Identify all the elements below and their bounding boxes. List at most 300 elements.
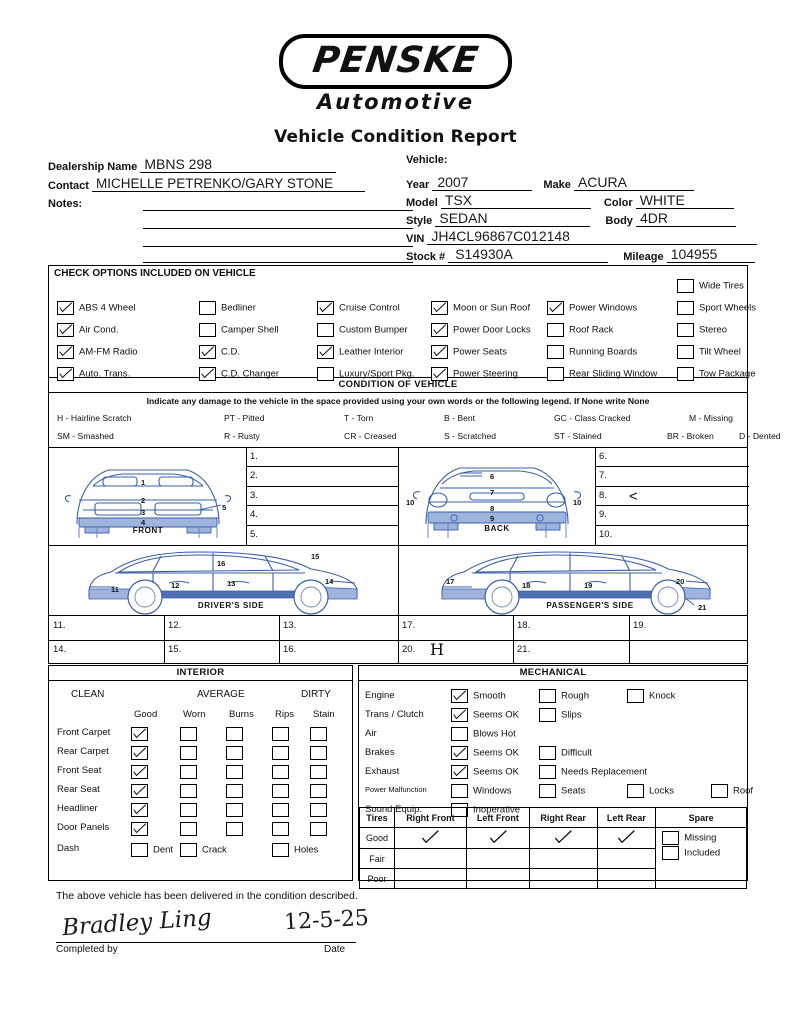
option-abs-4-wheel-checkbox[interactable]: [57, 301, 74, 315]
drivers-caption: DRIVER'S SIDE: [197, 601, 265, 610]
interior-row-label: Door Panels: [57, 822, 110, 833]
interior-column-worn: Worn: [183, 709, 206, 720]
option-air-cond-option[interactable]: [57, 323, 119, 337]
mechanical-power-malfunction-locks-option[interactable]: [627, 784, 674, 798]
mechanical-sound-equip-inoperative-label: Inoperative: [473, 804, 521, 816]
mechanical-brakes-seems-ok-checkbox[interactable]: [451, 746, 468, 760]
option-bedliner-checkbox[interactable]: [199, 301, 216, 315]
check-mark-icon: [200, 346, 215, 358]
damage-line-text[interactable]: <: [629, 487, 638, 505]
damage-row-text[interactable]: H: [430, 640, 444, 659]
interior-front-carpet-burns-checkbox[interactable]: [226, 727, 243, 741]
mechanical-power-malfunction-seats-checkbox[interactable]: [539, 784, 556, 798]
interior-heading: INTERIOR: [49, 666, 352, 681]
interior-dash-crack-option[interactable]: [180, 843, 227, 857]
body-value[interactable]: 4DR: [636, 210, 736, 227]
interior-column-rips: Rips: [275, 709, 295, 720]
legend-item: CR - Creased: [344, 431, 397, 441]
tires-grade-fair: Fair: [360, 849, 395, 869]
check-mark-icon: [417, 829, 443, 845]
mechanical-row-label: Trans / Clutch: [365, 709, 424, 720]
condition-instruction: Indicate any damage to the vehicle in the space provided using your own words or the following legend. If None write None: [146, 396, 650, 406]
make-value[interactable]: ACURA: [574, 174, 694, 191]
condition-section: [48, 378, 781, 448]
tires-right-front-poor-cell[interactable]: [394, 869, 466, 889]
mechanical-air-blows-hot-label: Blows Hot: [473, 728, 516, 740]
mechanical-engine-smooth-checkbox[interactable]: [451, 689, 468, 703]
legend-item: BR - Broken: [667, 431, 714, 441]
mechanical-trans-clutch-seems-ok-label: Seems OK: [473, 709, 519, 721]
mechanical-trans-clutch-slips-option[interactable]: [539, 708, 582, 722]
interior-dash-dent-label: Dent: [153, 844, 174, 856]
condition-heading: CONDITION OF VEHICLE: [49, 378, 747, 393]
back-point-6: 6: [490, 472, 495, 481]
option-power-seats-label: Power Seats: [453, 346, 507, 358]
legend-item: S - Scratched: [444, 431, 497, 441]
tires-table: [359, 807, 747, 889]
tires-spare-included-checkbox[interactable]: [662, 846, 679, 860]
option-sport-wheels-option[interactable]: [677, 301, 756, 315]
tires-left-front-fair-cell[interactable]: [466, 849, 529, 869]
mechanical-brakes-difficult-label: Difficult: [561, 747, 592, 759]
table-row: [360, 828, 747, 849]
style-label: Style: [406, 215, 433, 227]
legend-item: H - Hairline Scratch: [57, 413, 132, 423]
front-caption: FRONT: [132, 526, 164, 535]
options-heading: CHECK OPTIONS INCLUDED ON VEHICLE: [54, 268, 256, 279]
option-c-d-label: C.D.: [221, 346, 240, 358]
tires-right-front-fair-cell[interactable]: [394, 849, 466, 869]
divider: [164, 616, 165, 663]
notes-line-3[interactable]: [143, 246, 413, 247]
divider: [513, 616, 514, 663]
option-tilt-wheel-checkbox[interactable]: [677, 345, 694, 359]
option-moon-or-sun-roof-option[interactable]: [431, 301, 530, 315]
option-wide-tires-option[interactable]: [677, 279, 744, 293]
mechanical-row-label: Sound Equip.: [365, 804, 423, 815]
mechanical-engine-knock-option[interactable]: [627, 689, 675, 703]
legend-item: PT - Pitted: [224, 413, 265, 423]
interior-dash-dent-checkbox[interactable]: [131, 843, 148, 857]
interior-rear-carpet-rips-checkbox[interactable]: [272, 746, 289, 760]
interior-rear-carpet-good-checkbox[interactable]: [131, 746, 148, 760]
diagram-section: [48, 448, 748, 616]
option-running-boards-checkbox[interactable]: [547, 345, 564, 359]
option-bedliner-option[interactable]: [199, 301, 256, 315]
interior-row-label: Front Seat: [57, 765, 102, 776]
option-running-boards-option[interactable]: [547, 345, 637, 359]
mechanical-trans-clutch-seems-ok-option[interactable]: [451, 708, 519, 722]
dealership-name-value[interactable]: MBNS 298: [140, 156, 336, 173]
option-wide-tires-label: Wide Tires: [699, 280, 744, 292]
mechanical-exhaust-seems-ok-label: Seems OK: [473, 766, 519, 778]
interior-headliner-burns-checkbox[interactable]: [226, 803, 243, 817]
passengers-caption: PASSENGER'S SIDE: [546, 601, 634, 610]
interior-group-label: AVERAGE: [197, 689, 245, 700]
front-point-4: 4: [141, 518, 146, 527]
option-cruise-control-checkbox[interactable]: [317, 301, 334, 315]
date-value[interactable]: 12-5-25: [283, 905, 370, 936]
mechanical-exhaust-needs-replacement-label: Needs Replacement: [561, 766, 648, 778]
interior-dash-holes-checkbox[interactable]: [272, 843, 289, 857]
option-running-boards-label: Running Boards: [569, 346, 638, 358]
mechanical-row-label: Engine: [365, 690, 395, 701]
model-value[interactable]: TSX: [441, 192, 591, 209]
damage-row-number: 21.: [517, 644, 531, 655]
option-power-steering-label: Power Steering: [453, 368, 518, 380]
interior-rear-seat-worn-checkbox[interactable]: [180, 784, 197, 798]
option-am-fm-radio-option[interactable]: [57, 345, 138, 359]
interior-door-panels-good-checkbox[interactable]: [131, 822, 148, 836]
stock-label: Stock #: [406, 251, 446, 263]
passengers-side-diagram: [398, 545, 749, 616]
damage-row-number: 17.: [402, 620, 416, 631]
mechanical-power-malfunction-seats-option[interactable]: [539, 784, 585, 798]
legend-item: D - Dented: [739, 431, 781, 441]
mechanical-power-malfunction-windows-option[interactable]: [451, 784, 512, 798]
option-leather-interior-checkbox[interactable]: [317, 345, 334, 359]
contact-value[interactable]: MICHELLE PETRENKO/GARY STONE: [92, 176, 365, 192]
options-grid: [49, 280, 757, 380]
interior-front-carpet-worn-checkbox[interactable]: [180, 727, 197, 741]
drivers-point-16: 16: [217, 559, 226, 568]
passengers-point-18: 18: [522, 581, 531, 590]
drivers-point-13: 13: [227, 579, 236, 588]
condition-legend: [49, 407, 781, 447]
notes-line-2[interactable]: [143, 228, 413, 229]
drivers-point-15: 15: [311, 552, 320, 561]
option-air-cond-label: Air Cond.: [79, 324, 119, 336]
option-bedliner-label: Bedliner: [221, 302, 256, 314]
passengers-point-19: 19: [584, 581, 593, 590]
vin-value[interactable]: JH4CL96867C012148: [427, 228, 757, 245]
completed-by-label: Completed by: [56, 944, 118, 955]
option-stereo-checkbox[interactable]: [677, 323, 694, 337]
mechanical-power-malfunction-windows-checkbox[interactable]: [451, 784, 468, 798]
option-camper-shell-option[interactable]: [199, 323, 279, 337]
check-mark-icon: [58, 324, 73, 336]
interior-front-seat-burns-checkbox[interactable]: [226, 765, 243, 779]
damage-row-number: 12.: [168, 620, 182, 631]
interior-row-label: Rear Seat: [57, 784, 100, 795]
mechanical-trans-clutch-seems-ok-checkbox[interactable]: [451, 708, 468, 722]
mechanical-air-blows-hot-option[interactable]: [451, 727, 516, 741]
interior-front-seat-stain-checkbox[interactable]: [310, 765, 327, 779]
damage-rows-section: [48, 616, 748, 664]
option-c-d-changer-label: C.D. Changer: [221, 368, 280, 380]
drivers-side-diagram: [49, 545, 398, 616]
mechanical-power-malfunction-locks-checkbox[interactable]: [627, 784, 644, 798]
mechanical-power-malfunction-roof-option[interactable]: [711, 784, 753, 798]
notes-line-4[interactable]: [143, 262, 413, 263]
tires-grade-good: Good: [360, 828, 395, 849]
check-mark-icon: [452, 690, 467, 702]
mechanical-power-malfunction-roof-checkbox[interactable]: [711, 784, 728, 798]
check-mark-icon: [132, 785, 147, 797]
tires-right-rear-poor-cell[interactable]: [529, 869, 597, 889]
mechanical-power-malfunction-windows-label: Windows: [473, 785, 512, 797]
option-power-door-locks-label: Power Door Locks: [453, 324, 531, 336]
interior-headliner-good-checkbox[interactable]: [131, 803, 148, 817]
option-tilt-wheel-label: Tilt Wheel: [699, 346, 741, 358]
check-mark-icon: [132, 728, 147, 740]
check-mark-icon: [132, 747, 147, 759]
interior-front-carpet-rips-checkbox[interactable]: [272, 727, 289, 741]
tires-right-rear-fair-cell[interactable]: [529, 849, 597, 869]
front-point-1: 1: [141, 478, 146, 487]
interior-section: [48, 665, 353, 881]
passengers-point-20: 20: [676, 577, 685, 586]
interior-door-panels-burns-checkbox[interactable]: [226, 822, 243, 836]
legend-item: GC - Class Cracked: [554, 413, 631, 423]
tires-header-right-rear: Right Rear: [529, 808, 597, 828]
tires-spare-included-label: Included: [684, 847, 721, 859]
options-section: [48, 265, 757, 380]
drivers-point-14: 14: [325, 577, 334, 586]
option-abs-4-wheel-label: ABS 4 Wheel: [79, 302, 136, 314]
notes-line-1[interactable]: [143, 210, 413, 211]
report-footer: [56, 890, 736, 955]
back-point-10-left: 10: [406, 498, 415, 507]
report-header: [0, 0, 791, 147]
interior-rear-seat-good-checkbox[interactable]: [131, 784, 148, 798]
mileage-value[interactable]: 104955: [667, 246, 755, 263]
option-tilt-wheel-option[interactable]: [677, 345, 741, 359]
interior-dash-dent-option[interactable]: [131, 843, 173, 857]
option-sport-wheels-checkbox[interactable]: [677, 301, 694, 315]
option-camper-shell-checkbox[interactable]: [199, 323, 216, 337]
divider: [398, 616, 399, 663]
brand-subtitle: Automotive: [316, 89, 475, 114]
mechanical-engine-rough-label: Rough: [561, 690, 589, 702]
mechanical-power-malfunction-roof-label: Roof: [733, 785, 754, 797]
check-mark-icon: [318, 302, 333, 314]
option-c-d-option[interactable]: [199, 345, 240, 359]
mechanical-exhaust-needs-replacement-checkbox[interactable]: [539, 765, 556, 779]
drivers-point-12: 12: [171, 581, 180, 590]
mechanical-row-label: Exhaust: [365, 766, 400, 777]
back-caption: BACK: [484, 524, 510, 533]
brand-name: PENSKE: [309, 40, 482, 81]
option-roof-rack-label: Roof Rack: [569, 324, 614, 336]
legend-item: T - Torn: [344, 413, 374, 423]
damage-row-number: 11.: [53, 620, 66, 631]
page-title: Vehicle Condition Report: [274, 126, 517, 147]
interior-rear-carpet-stain-checkbox[interactable]: [310, 746, 327, 760]
tires-header-left-front: Left Front: [466, 808, 529, 828]
damage-line-number: 1.: [250, 451, 258, 462]
signature-line[interactable]: [56, 942, 356, 943]
mechanical-engine-smooth-label: Smooth: [473, 690, 506, 702]
option-custom-bumper-label: Custom Bumper: [339, 324, 408, 336]
option-cruise-control-option[interactable]: [317, 301, 400, 315]
interior-dash-crack-checkbox[interactable]: [180, 843, 197, 857]
make-label: Make: [543, 179, 571, 191]
mechanical-engine-rough-option[interactable]: [539, 689, 589, 703]
tires-left-rear-poor-cell[interactable]: [597, 869, 656, 889]
mechanical-air-blows-hot-checkbox[interactable]: [451, 727, 468, 741]
mechanical-heading: MECHANICAL: [359, 666, 747, 681]
tires-header-tires: Tires: [360, 808, 395, 828]
interior-front-seat-worn-checkbox[interactable]: [180, 765, 197, 779]
option-air-cond-checkbox[interactable]: [57, 323, 74, 337]
legend-item: SM - Smashed: [57, 431, 114, 441]
style-value[interactable]: SEDAN: [435, 210, 590, 227]
tires-left-front-good-cell[interactable]: [466, 828, 529, 849]
tires-right-rear-good-cell[interactable]: [529, 828, 597, 849]
vin-label: VIN: [406, 233, 425, 245]
dealership-name-label: Dealership Name: [48, 161, 138, 173]
option-custom-bumper-option[interactable]: [317, 323, 408, 337]
option-power-windows-label: Power Windows: [569, 302, 638, 314]
option-power-windows-checkbox[interactable]: [547, 301, 564, 315]
option-cruise-control-label: Cruise Control: [339, 302, 400, 314]
back-point-8: 8: [490, 504, 495, 513]
check-mark-icon: [132, 766, 147, 778]
mechanical-section: [358, 665, 754, 884]
tires-spare-missing-option[interactable]: [662, 831, 716, 845]
divider: [629, 616, 630, 663]
interior-rear-seat-burns-checkbox[interactable]: [226, 784, 243, 798]
signature-value[interactable]: Bradley Ling: [61, 904, 213, 942]
damage-row-number: 18.: [517, 620, 531, 631]
passengers-point-21: 21: [698, 603, 707, 612]
interior-door-panels-stain-checkbox[interactable]: [310, 822, 327, 836]
check-mark-icon: [548, 302, 563, 314]
check-mark-icon: [132, 823, 147, 835]
option-power-seats-checkbox[interactable]: [431, 345, 448, 359]
damage-line-number: 2.: [250, 470, 258, 482]
info-block: [48, 152, 748, 263]
interior-dash-crack-label: Crack: [202, 844, 227, 856]
interior-column-stain: Stain: [313, 709, 335, 720]
mechanical-exhaust-seems-ok-option[interactable]: [451, 765, 519, 779]
interior-front-carpet-good-checkbox[interactable]: [131, 727, 148, 741]
mechanical-exhaust-seems-ok-checkbox[interactable]: [451, 765, 468, 779]
mechanical-engine-rough-checkbox[interactable]: [539, 689, 556, 703]
option-power-seats-option[interactable]: [431, 345, 507, 359]
interior-front-seat-good-checkbox[interactable]: [131, 765, 148, 779]
option-wide-tires-checkbox[interactable]: [677, 279, 694, 293]
tires-right-front-good-cell[interactable]: [394, 828, 466, 849]
legend-item: M - Missing: [689, 413, 733, 423]
check-mark-icon: [432, 324, 447, 336]
mechanical-exhaust-needs-replacement-option[interactable]: [539, 765, 647, 779]
interior-rear-seat-stain-checkbox[interactable]: [310, 784, 327, 798]
damage-line-number: 10.: [599, 528, 613, 540]
damage-row-number: 20.: [402, 644, 416, 655]
mechanical-brakes-difficult-option[interactable]: [539, 746, 592, 760]
tires-left-rear-fair-cell[interactable]: [597, 849, 656, 869]
front-point-5: 5: [222, 503, 227, 512]
front-point-3: 3: [141, 508, 146, 517]
interior-front-seat-rips-checkbox[interactable]: [272, 765, 289, 779]
year-value[interactable]: 2007: [432, 174, 532, 191]
check-mark-icon: [485, 829, 511, 845]
option-stereo-option[interactable]: [677, 323, 727, 337]
damage-line-number: 4.: [250, 509, 258, 521]
interior-headliner-stain-checkbox[interactable]: [310, 803, 327, 817]
color-value[interactable]: WHITE: [636, 192, 734, 209]
mileage-label: Mileage: [623, 251, 664, 263]
mechanical-trans-clutch-slips-label: Slips: [561, 709, 582, 721]
option-abs-4-wheel-option[interactable]: [57, 301, 136, 315]
passengers-point-17: 17: [446, 577, 455, 586]
interior-row-label: Front Carpet: [57, 727, 111, 738]
check-mark-icon: [432, 346, 447, 358]
tires-spare-included-option[interactable]: [662, 846, 720, 860]
back-point-7: 7: [490, 488, 495, 497]
interior-door-panels-worn-checkbox[interactable]: [180, 822, 197, 836]
tires-left-rear-good-cell[interactable]: [597, 828, 656, 849]
mechanical-engine-smooth-option[interactable]: [451, 689, 506, 703]
interior-rear-carpet-worn-checkbox[interactable]: [180, 746, 197, 760]
check-mark-icon: [58, 302, 73, 314]
mechanical-trans-clutch-slips-checkbox[interactable]: [539, 708, 556, 722]
interior-front-carpet-stain-checkbox[interactable]: [310, 727, 327, 741]
stock-value[interactable]: S14930A: [448, 246, 608, 263]
option-power-door-locks-option[interactable]: [431, 323, 531, 337]
check-mark-icon: [132, 804, 147, 816]
option-am-fm-radio-label: AM-FM Radio: [79, 346, 138, 358]
option-c-d-checkbox[interactable]: [199, 345, 216, 359]
divider: [279, 616, 280, 663]
tires-grade-poor: Poor: [360, 869, 395, 889]
interior-door-panels-rips-checkbox[interactable]: [272, 822, 289, 836]
mechanical-row-label: Air: [365, 728, 377, 739]
interior-body: [49, 681, 352, 877]
interior-group-label: CLEAN: [71, 689, 105, 700]
legend-item: R - Rusty: [224, 431, 260, 441]
interior-headliner-rips-checkbox[interactable]: [272, 803, 289, 817]
option-power-windows-option[interactable]: [547, 301, 637, 315]
mechanical-brakes-seems-ok-option[interactable]: [451, 746, 519, 760]
tires-header-right-front: Right Front: [394, 808, 466, 828]
notes-label: Notes:: [48, 198, 83, 210]
body-label: Body: [605, 215, 633, 227]
interior-rear-carpet-burns-checkbox[interactable]: [226, 746, 243, 760]
option-leather-interior-label: Leather Interior: [339, 346, 404, 358]
mechanical-engine-knock-checkbox[interactable]: [627, 689, 644, 703]
check-mark-icon: [613, 829, 639, 845]
back-view-diagram: [398, 448, 595, 545]
option-roof-rack-option[interactable]: [547, 323, 613, 337]
tires-left-front-poor-cell[interactable]: [466, 869, 529, 889]
year-label: Year: [406, 179, 430, 191]
option-rear-sliding-window-label: Rear Sliding Window: [569, 368, 658, 380]
option-custom-bumper-checkbox[interactable]: [317, 323, 334, 337]
interior-rear-seat-rips-checkbox[interactable]: [272, 784, 289, 798]
damage-line-number: 7.: [599, 470, 607, 482]
interior-row-label: Rear Carpet: [57, 746, 109, 757]
penske-logo: [279, 34, 513, 89]
tires-spare-missing-checkbox[interactable]: [662, 831, 679, 845]
model-label: Model: [406, 197, 438, 209]
option-power-door-locks-checkbox[interactable]: [431, 323, 448, 337]
interior-group-label: DIRTY: [301, 689, 331, 700]
mechanical-brakes-difficult-checkbox[interactable]: [539, 746, 556, 760]
check-mark-icon: [550, 829, 576, 845]
option-leather-interior-option[interactable]: [317, 345, 403, 359]
option-moon-or-sun-roof-checkbox[interactable]: [431, 301, 448, 315]
check-mark-icon: [452, 747, 467, 759]
interior-headliner-worn-checkbox[interactable]: [180, 803, 197, 817]
interior-row-label: Headliner: [57, 803, 98, 814]
interior-dash-holes-option[interactable]: [272, 843, 318, 857]
option-roof-rack-checkbox[interactable]: [547, 323, 564, 337]
damage-line-number: 5.: [250, 528, 258, 540]
option-am-fm-radio-checkbox[interactable]: [57, 345, 74, 359]
